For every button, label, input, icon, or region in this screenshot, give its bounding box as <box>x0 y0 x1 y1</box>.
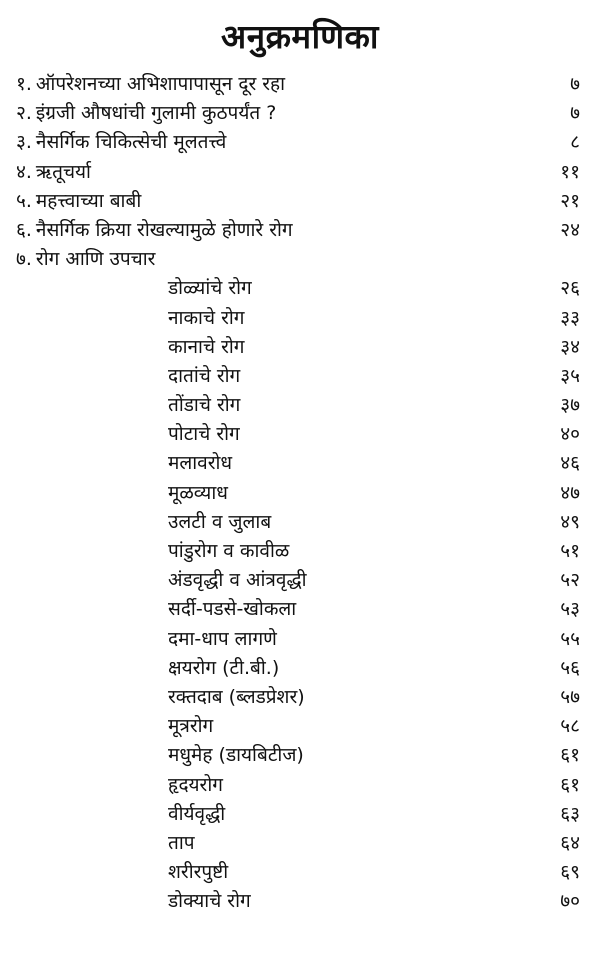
subtopic-page-number: ४६ <box>560 452 580 475</box>
toc-subtopic-row <box>0 887 600 916</box>
subtopic-page-number: ३४ <box>560 335 580 358</box>
subtopic-page-number: ५३ <box>560 598 580 621</box>
subtopic-title: डोक्याचे रोग <box>168 890 251 913</box>
toc-subtopic-row <box>0 420 600 449</box>
subtopic-title: अंडवृद्धी व आंत्रवृद्धी <box>168 569 307 592</box>
toc-chapter-row <box>0 187 600 216</box>
toc-subtopic-row <box>0 829 600 858</box>
subtopic-page-number: २६ <box>560 277 580 300</box>
subtopic-title: कानाचे रोग <box>168 335 245 358</box>
subtopic-title: नाकाचे रोग <box>168 306 245 329</box>
toc-subtopic-row <box>0 595 600 624</box>
subtopic-page-number: ३५ <box>560 364 580 387</box>
subtopic-title: डोळ्यांचे रोग <box>168 277 252 300</box>
toc-subtopic-row <box>0 654 600 683</box>
subtopic-title: रक्तदाब (ब्लडप्रेशर) <box>168 685 305 708</box>
chapter-page-number: २४ <box>560 218 580 241</box>
chapter-title: नैसर्गिक चिकित्सेची मूलतत्त्वे <box>35 131 227 154</box>
chapter-label <box>16 245 155 274</box>
chapter-page-number: ११ <box>560 160 580 183</box>
subtopic-title: उलटी व जुलाब <box>168 510 272 533</box>
chapter-number: ३. <box>16 131 32 154</box>
subtopic-title: हृदयरोग <box>168 773 223 796</box>
chapter-page-number: ८ <box>570 131 580 154</box>
page-title: अनुक्रमणिका <box>221 17 379 56</box>
chapter-title: रोग आणि उपचार <box>35 248 156 271</box>
subtopic-title: क्षयरोग (टी.बी.) <box>168 656 280 679</box>
subtopic-page-number: ७० <box>560 890 580 913</box>
subtopic-page-number: ५७ <box>560 685 580 708</box>
subtopic-title: पांडुरोग व कावीळ <box>168 540 290 562</box>
subtopic-page-number: ६४ <box>560 831 580 854</box>
chapter-label <box>16 99 276 128</box>
chapter-title: नैसर्गिक क्रिया रोखल्यामुळे होणारे रोग <box>35 218 293 241</box>
subtopic-title: दातांचे रोग <box>168 364 241 387</box>
chapter-title: इंग्रजी औषधांची गुलामी कुठपर्यंत ? <box>35 102 277 125</box>
chapter-page-number: ७ <box>570 102 580 125</box>
chapter-page-number: २१ <box>560 189 580 212</box>
chapter-page-number: ७ <box>570 73 580 95</box>
subtopic-title: पोटाचे रोग <box>168 423 240 446</box>
subtopic-page-number: ५१ <box>560 540 580 562</box>
toc-subtopic-row <box>0 333 600 362</box>
subtopic-title: दमा-धाप लागणे <box>168 627 277 650</box>
subtopic-title: सर्दी-पडसे-खोकला <box>168 598 297 621</box>
toc-subtopic-row <box>0 800 600 829</box>
toc-subtopic-row <box>0 683 600 712</box>
subtopic-title: तोंडाचे रोग <box>168 394 241 417</box>
subtopic-page-number: ५६ <box>560 656 580 679</box>
subtopic-title: शरीरपुष्टी <box>168 861 229 884</box>
subtopic-title: वीर्यवृद्धी <box>168 802 226 825</box>
toc-chapter-row <box>0 158 600 187</box>
toc-chapter-row <box>0 70 600 99</box>
toc-subtopic-row <box>0 741 600 770</box>
subtopic-page-number: ६३ <box>560 802 580 825</box>
chapter-number: ६. <box>16 218 32 241</box>
chapter-label <box>16 187 141 216</box>
toc-subtopic-row <box>0 625 600 654</box>
table-of-contents <box>0 70 600 916</box>
subtopic-title: मलावरोध <box>168 452 233 475</box>
chapter-number: ४. <box>16 160 32 183</box>
chapter-label <box>16 70 285 99</box>
toc-subtopic-row <box>0 858 600 887</box>
toc-subtopic-row <box>0 771 600 800</box>
subtopic-page-number: ४० <box>560 423 580 446</box>
subtopic-title: ताप <box>168 831 195 854</box>
subtopic-page-number: ६१ <box>560 744 580 767</box>
chapter-number: १. <box>16 73 32 95</box>
chapter-label <box>16 216 293 245</box>
toc-subtopic-row <box>0 304 600 333</box>
subtopic-title: मूत्ररोग <box>168 715 214 738</box>
toc-subtopic-row <box>0 712 600 741</box>
subtopic-page-number: ६९ <box>560 861 580 884</box>
toc-subtopic-row <box>0 362 600 391</box>
subtopic-page-number: ५२ <box>560 569 580 592</box>
subtopic-page-number: ४७ <box>560 481 580 504</box>
subtopic-title: मधुमेह (डायबिटीज) <box>168 744 304 767</box>
subtopic-page-number: ५५ <box>560 627 580 650</box>
toc-subtopic-row <box>0 537 600 566</box>
chapter-title: ऋतूचर्या <box>35 160 91 183</box>
chapter-label <box>16 128 226 157</box>
chapter-label <box>16 158 91 187</box>
toc-subtopic-row <box>0 449 600 478</box>
toc-chapter-row <box>0 128 600 157</box>
toc-chapter-row <box>0 216 600 245</box>
subtopic-page-number: ६१ <box>560 773 580 796</box>
toc-subtopic-row <box>0 274 600 303</box>
chapter-title: ऑपरेशनच्या अभिशापापासून दूर रहा <box>35 73 286 95</box>
chapter-number: ७. <box>16 248 32 271</box>
chapter-number: २. <box>16 102 32 125</box>
chapter-number: ५. <box>16 189 32 212</box>
toc-chapter-row <box>0 245 600 274</box>
toc-subtopic-row <box>0 391 600 420</box>
toc-subtopic-row <box>0 479 600 508</box>
toc-chapter-row <box>0 99 600 128</box>
toc-subtopic-row <box>0 508 600 537</box>
subtopic-page-number: ३३ <box>560 306 580 329</box>
subtopic-page-number: ४९ <box>560 510 580 533</box>
subtopic-page-number: ५८ <box>560 715 580 738</box>
toc-subtopic-row <box>0 566 600 595</box>
chapter-title: महत्त्वाच्या बाबी <box>35 189 142 212</box>
subtopic-page-number: ३७ <box>560 394 580 417</box>
subtopic-title: मूळव्याध <box>168 481 228 504</box>
